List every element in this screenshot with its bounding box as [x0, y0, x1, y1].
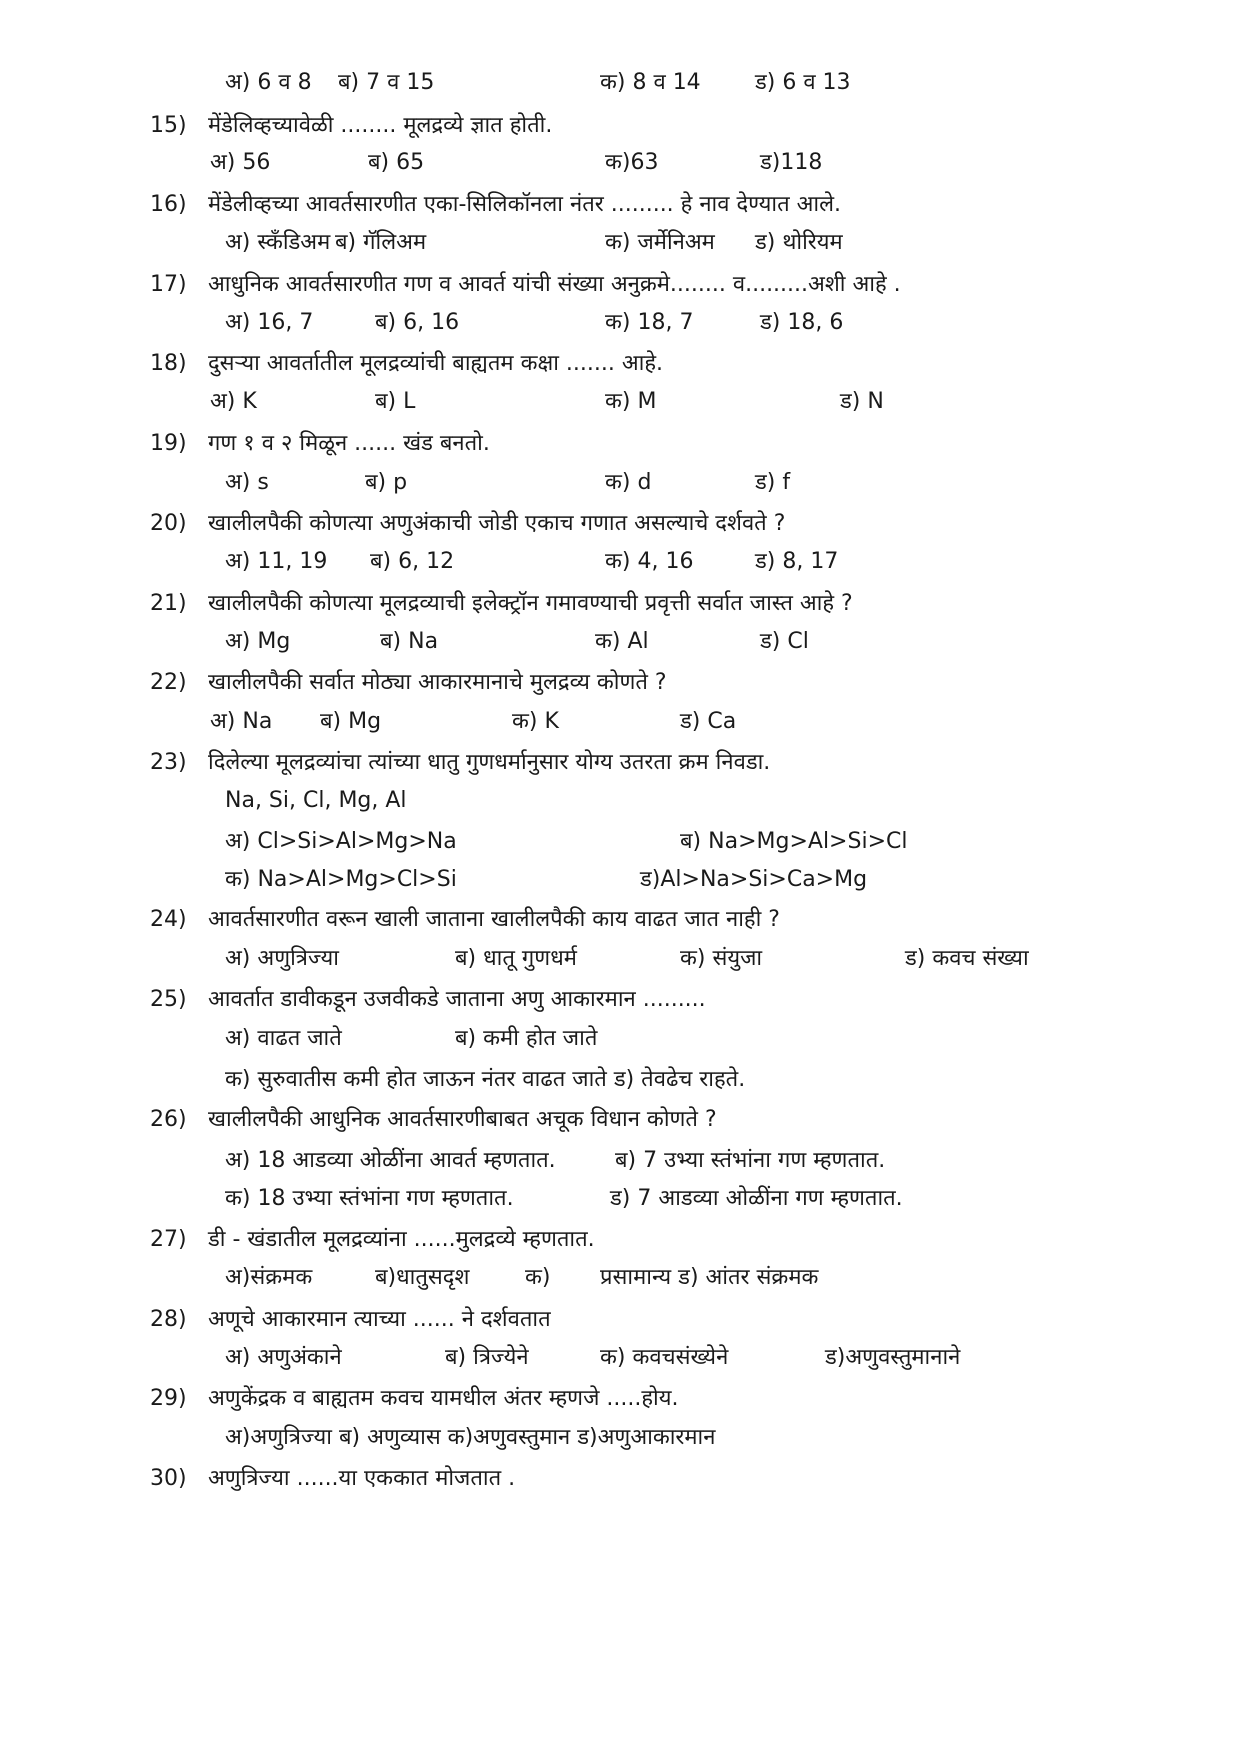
- options-row: [0, 1017, 1242, 1061]
- option-text: क) Na>Al>Mg>Cl>Si: [225, 867, 457, 892]
- question-number: 19): [150, 431, 187, 456]
- option-text: ड)118: [760, 150, 823, 175]
- question-row: [0, 1457, 1242, 1501]
- option-text: अ) 11, 19: [225, 549, 328, 574]
- question-number: 21): [150, 591, 187, 616]
- option-text: ड) 6 व 13: [755, 70, 851, 95]
- option-text: ब) 7 व 15: [338, 70, 435, 95]
- option-text: ड) 18, 6: [760, 310, 844, 335]
- question-number: 18): [150, 351, 187, 376]
- question-row: [0, 1377, 1242, 1421]
- options-row: [0, 1336, 1242, 1380]
- option-text: ब)धातुसदृश: [375, 1265, 470, 1290]
- question-number: 16): [150, 192, 187, 217]
- options-row: [0, 540, 1242, 584]
- question-number: 22): [150, 670, 187, 695]
- option-text: ड) कवच संख्या: [905, 946, 1029, 971]
- option-text: ब) Mg: [320, 709, 382, 734]
- options-row: [0, 620, 1242, 664]
- option-text: ब) 6, 16: [375, 310, 460, 335]
- question-text: दिलेल्या मूलद्रव्यांचा त्यांच्या धातु गुणधर्मानुसार योग्य उतरता क्रम निवडा.: [208, 750, 771, 775]
- option-text: अ) K: [210, 389, 257, 414]
- option-text: अ) 18 आडव्या ओळींना आवर्त म्हणतात.: [225, 1148, 556, 1173]
- question-text: अणूचे आकारमान त्याच्या ...... ने दर्शवतात: [208, 1307, 551, 1332]
- question-text: गण १ व २ मिळून ...... खंड बनतो.: [208, 431, 490, 456]
- question-text: मेंडेलिव्हच्यावेळी ........ मूलद्रव्ये ज्ञात होती.: [208, 113, 553, 138]
- option-text: ड)अणुवस्तुमानाने: [825, 1345, 961, 1370]
- question-number: 29): [150, 1386, 187, 1411]
- question-number: 27): [150, 1227, 187, 1252]
- option-text: अ)अणुत्रिज्या ब) अणुव्यास क)अणुवस्तुमान ड)अणुआकारमान: [225, 1425, 716, 1450]
- option-text: ब) Na>Mg>Al>Si>Cl: [680, 829, 908, 854]
- question-number: 23): [150, 750, 187, 775]
- option-text: क): [525, 1265, 551, 1290]
- question-number: 20): [150, 511, 187, 536]
- options-row: [0, 1058, 1242, 1102]
- question-row: [0, 422, 1242, 466]
- options-row: [0, 858, 1242, 902]
- question-text: खालीलपैकी सर्वात मोठ्या आकारमानाचे मुलद्रव्य कोणते ?: [208, 670, 667, 695]
- option-text: क) जर्मेनिअम: [605, 230, 715, 255]
- options-row: [0, 141, 1242, 185]
- question-text: आवर्तात डावीकडून उजवीकडे जाताना अणु आकारमान .........: [208, 987, 706, 1012]
- question-text: अणुकेंद्रक व बाह्यतम कवच यामधील अंतर म्हणजे .....होय.: [208, 1386, 679, 1411]
- options-row: [0, 380, 1242, 424]
- option-text: ड) Ca: [680, 709, 737, 734]
- option-text: अ) Na: [210, 709, 273, 734]
- option-text: ब) 7 उभ्या स्तंभांना गण म्हणतात.: [615, 1148, 886, 1173]
- option-text: Na, Si, Cl, Mg, Al: [225, 788, 407, 813]
- option-text: अ) अणुअंकाने: [225, 1345, 342, 1370]
- option-text: अ) वाढत जाते: [225, 1026, 342, 1051]
- options-row: [0, 61, 1242, 105]
- option-text: क) 18 उभ्या स्तंभांना गण म्हणतात.: [225, 1186, 514, 1211]
- option-text: अ) 16, 7: [225, 310, 314, 335]
- question-number: 15): [150, 113, 187, 138]
- option-text: ड) 8, 17: [755, 549, 839, 574]
- question-number: 24): [150, 907, 187, 932]
- question-row: [0, 978, 1242, 1022]
- options-row: [0, 1177, 1242, 1221]
- option-text: अ) Cl>Si>Al>Mg>Na: [225, 829, 457, 854]
- option-text: अ) Mg: [225, 629, 291, 654]
- question-text: आधुनिक आवर्तसारणीत गण व आवर्त यांची संख्या अनुक्रमे........ व.........अशी आहे .: [208, 272, 901, 297]
- option-text: अ) 6 व 8: [225, 70, 312, 95]
- option-text: ड)Al>Na>Si>Ca>Mg: [640, 867, 868, 892]
- option-text: अ)संक्रमक: [225, 1265, 313, 1290]
- question-number: 26): [150, 1107, 187, 1132]
- option-text: अ) s: [225, 470, 269, 495]
- question-text: डी - खंडातील मूलद्रव्यांना ......मुलद्रव्ये म्हणतात.: [208, 1227, 595, 1252]
- question-number: 30): [150, 1466, 187, 1491]
- options-row: [0, 1256, 1242, 1300]
- option-text: ब) p: [365, 470, 408, 495]
- question-text: खालीलपैकी कोणत्या मूलद्रव्याची इलेक्ट्रॉन गमावण्याची प्रवृत्ती सर्वात जास्त आहे ?: [208, 591, 853, 616]
- question-text: खालीलपैकी कोणत्या अणुअंकाची जोडी एकाच गणात असल्याचे दर्शवते ?: [208, 511, 786, 536]
- option-text: ब) त्रिज्येने: [445, 1345, 529, 1370]
- option-text: क) Al: [595, 629, 649, 654]
- options-row: [0, 779, 1242, 823]
- option-text: क) 4, 16: [605, 549, 694, 574]
- option-text: ब) Na: [380, 629, 439, 654]
- option-text: ब) 6, 12: [370, 549, 455, 574]
- option-text: प्रसामान्य ड) आंतर संक्रमक: [600, 1265, 819, 1290]
- option-text: क) कवचसंख्येने: [600, 1345, 729, 1370]
- question-text: मेंडेलीव्हच्या आवर्तसारणीत एका-सिलिकॉनला नंतर ......... हे नाव देण्यात आले.: [208, 192, 841, 217]
- question-row: [0, 661, 1242, 705]
- question-text: आवर्तसारणीत वरून खाली जाताना खालीलपैकी काय वाढत जात नाही ?: [208, 907, 780, 932]
- option-text: ड) Cl: [760, 629, 809, 654]
- option-text: ब) धातू गुणधर्म: [455, 946, 577, 971]
- option-text: अ) 56: [210, 150, 271, 175]
- question-number: 28): [150, 1307, 187, 1332]
- option-text: अ) स्कँडिअम: [225, 230, 331, 255]
- options-row: [0, 461, 1242, 505]
- options-row: [0, 937, 1242, 981]
- question-number: 17): [150, 272, 187, 297]
- options-row: [0, 301, 1242, 345]
- option-text: ड) थोरियम: [755, 230, 843, 255]
- option-text: ब) 65: [368, 150, 425, 175]
- question-text: खालीलपैकी आधुनिक आवर्तसारणीबाबत अचूक विधान कोणते ?: [208, 1107, 717, 1132]
- question-row: [0, 898, 1242, 942]
- option-text: क) 8 व 14: [600, 70, 701, 95]
- option-text: ड) 7 आडव्या ओळींना गण म्हणतात.: [610, 1186, 903, 1211]
- option-text: क) 18, 7: [605, 310, 694, 335]
- option-text: क) K: [512, 709, 559, 734]
- question-text: अणुत्रिज्या ......या एककात मोजतात .: [208, 1466, 516, 1491]
- option-text: ब) L: [375, 389, 416, 414]
- option-text: क) M: [605, 389, 657, 414]
- option-text: क) सुरुवातीस कमी होत जाऊन नंतर वाढत जाते ड) तेवढेच राहते.: [225, 1067, 746, 1092]
- option-text: क) d: [605, 470, 652, 495]
- option-text: क) संयुजा: [680, 946, 763, 971]
- question-text: दुसऱ्या आवर्तातील मूलद्रव्यांची बाह्यतम कक्षा ....... आहे.: [208, 351, 664, 376]
- option-text: ड) f: [755, 470, 791, 495]
- option-text: क)63: [605, 150, 659, 175]
- option-text: ब) गॅलिअम: [335, 230, 427, 255]
- option-text: ड) N: [840, 389, 884, 414]
- question-row: [0, 1098, 1242, 1142]
- option-text: अ) अणुत्रिज्या: [225, 946, 339, 971]
- question-number: 25): [150, 987, 187, 1012]
- options-row: [0, 700, 1242, 744]
- options-row: [0, 221, 1242, 265]
- option-text: ब) कमी होत जाते: [455, 1026, 598, 1051]
- options-row: [0, 1416, 1242, 1460]
